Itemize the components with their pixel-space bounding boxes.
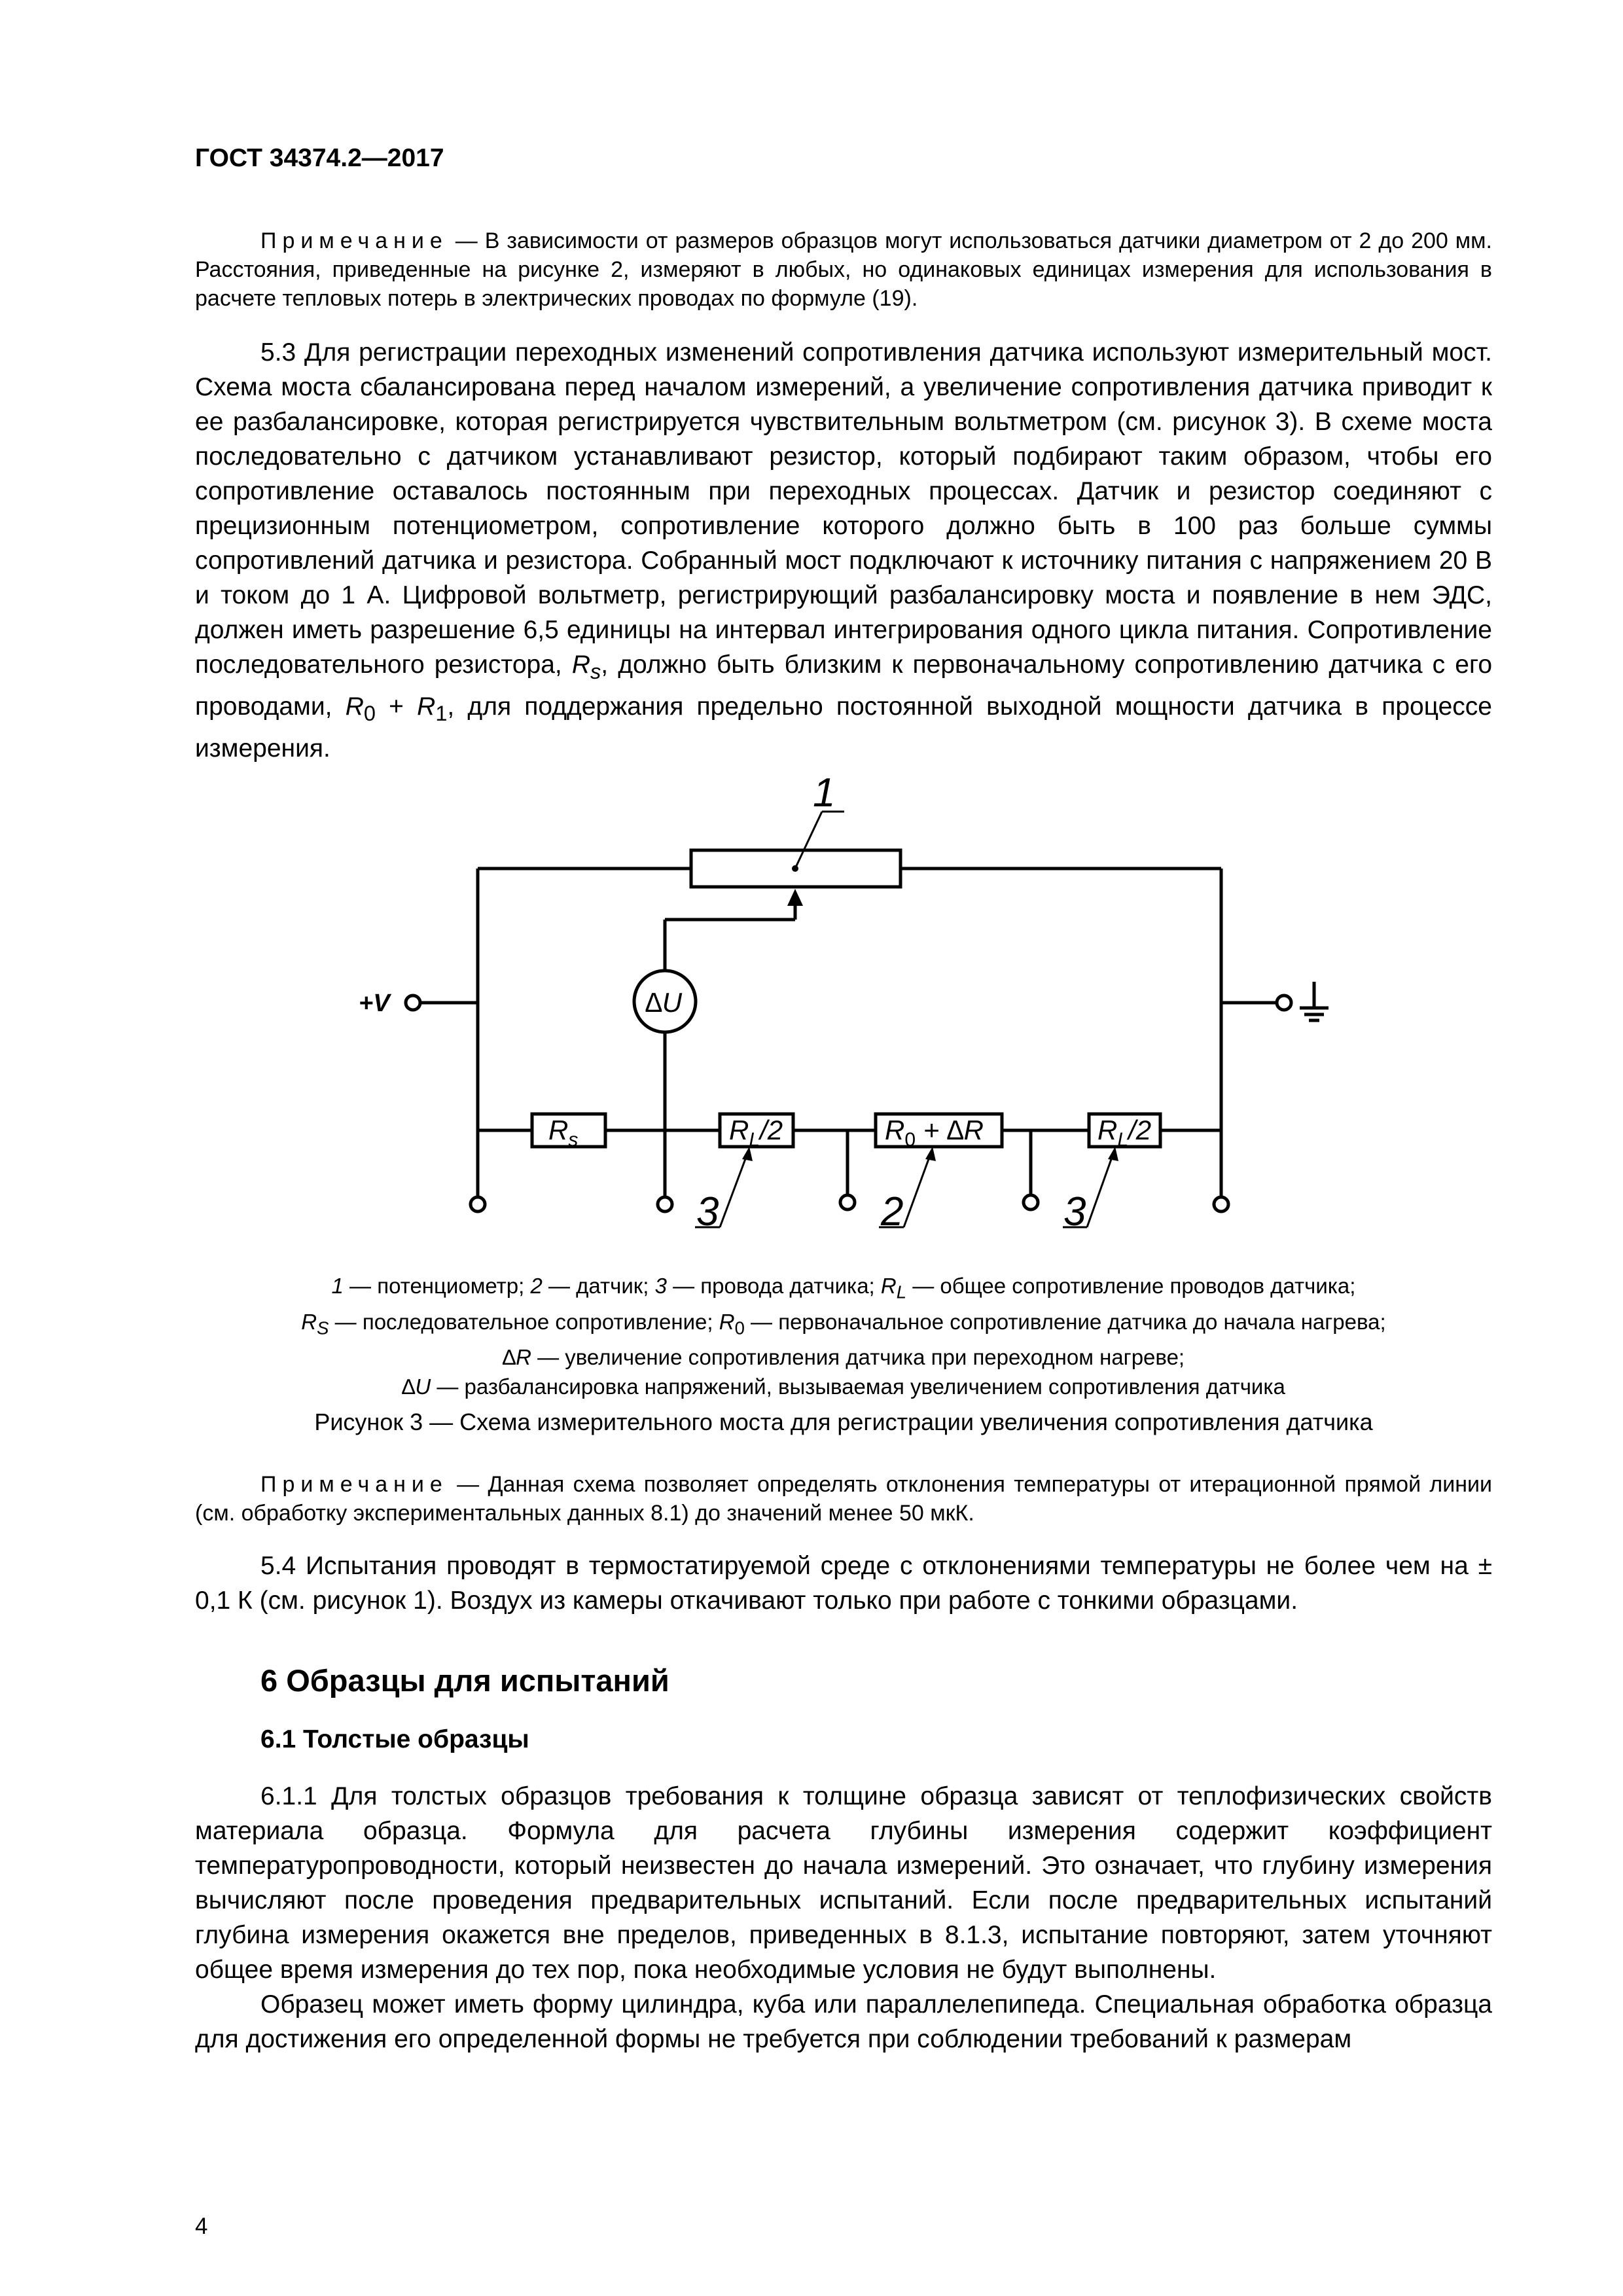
ground-icon bbox=[1300, 982, 1329, 1020]
paragraph-6-1-1 bbox=[195, 1779, 1492, 1987]
paragraph-6-1-1-cont bbox=[195, 1987, 1492, 2056]
label-potentiometer-1: 1 bbox=[813, 770, 836, 816]
para-5-4-text: 5.4 Испытания проводят в термостатируемой среде с отклонениями температуры не более чем на ± 0,1 К (см. рисунок 1). Воздух из камеры откачивают только при работе с тонкими образцами. bbox=[195, 1552, 1492, 1615]
rl2-left-label: $R_L/2$ bbox=[729, 1115, 783, 1151]
label-wires-3-left: 3 bbox=[696, 1189, 719, 1234]
label-wires-3-right: 3 bbox=[1063, 1189, 1086, 1234]
note-2-label: Примечание bbox=[260, 1472, 448, 1497]
paragraph-5-4 bbox=[195, 1549, 1492, 1618]
plus-sign: + bbox=[375, 692, 418, 721]
legend-line-2: $R_S$ — последовательное сопротивление; $R_0$ — первоначальное сопротивление датчика до начала нагрева; bbox=[301, 1309, 1386, 1338]
output-terminals bbox=[471, 1195, 1228, 1211]
figure-legend bbox=[195, 1271, 1492, 1401]
para-6-1-1-cont-text: Образец может иметь форму цилиндра, куба или параллелепипеда. Специальная обработка образца для достижения его определенной формы не требуется при соблюдении требований к размерам bbox=[195, 1990, 1492, 2053]
r0-delta-r-label: $R_0 + \Delta R$ bbox=[885, 1115, 984, 1151]
para-5-3-text-3: , для поддержания предельно постоянной выходной мощности датчика в процессе измерения. bbox=[195, 692, 1492, 762]
symbol-rs-sub: s bbox=[590, 659, 601, 683]
note-2 bbox=[195, 1470, 1492, 1528]
plus-v-label: +V bbox=[359, 990, 390, 1017]
section-6-heading: 6 Образцы для испытаний bbox=[260, 1663, 669, 1698]
standard-header: ГОСТ 34374.2—2017 bbox=[195, 144, 444, 172]
note-label: Примечание bbox=[260, 228, 448, 253]
symbol-r1: R bbox=[417, 692, 436, 721]
note-2-text: — Данная схема позволяет определять отклонения температуры от итерационной прямой линии (см. обработку экспериментальных данных 8.1) до значений менее 50 мкК. bbox=[195, 1472, 1492, 1526]
ground-terminal bbox=[1277, 996, 1291, 1010]
para-5-3-text-2: , должно быть близким к первоначальному сопротивлению датчика с его проводами, bbox=[195, 651, 1493, 721]
symbol-r1-sub: 1 bbox=[435, 701, 448, 725]
section-6-1-heading: 6.1 Толстые образцы bbox=[260, 1725, 529, 1753]
wiper-arrow-icon bbox=[787, 889, 803, 906]
page-number: 4 bbox=[195, 2214, 208, 2239]
legend-line-1: 1 — потенциометр; 2 — датчик; 3 — провода датчика; $R_L$ — общее сопротивление проводов датчика; bbox=[331, 1274, 1356, 1302]
symbol-r0: R bbox=[345, 692, 364, 721]
figure-caption: Рисунок 3 — Схема измерительного моста для регистрации увеличения сопротивления датчика bbox=[314, 1408, 1373, 1435]
legend-line-4: ∆U — разбалансировка напряжений, вызываемая увеличением сопротивления датчика bbox=[402, 1374, 1285, 1399]
symbol-r0-sub: 0 bbox=[363, 701, 376, 725]
legend-line-3: ∆R — увеличение сопротивления датчика при переходном нагреве; bbox=[502, 1345, 1185, 1370]
note-text: — В зависимости от размеров образцов могут использоваться датчики диаметром от 2 до 200 мм. Расстояния, приведенные на рисунке 2, измеряют в любых, но одинаковых единицах измерения для использования в расчете тепловых потерь в электрических проводах по формуле (19). bbox=[195, 228, 1492, 311]
symbol-rs: R bbox=[571, 651, 591, 679]
rl2-right-label: $R_L/2$ bbox=[1097, 1115, 1152, 1151]
rs-label: $R_s$ bbox=[548, 1115, 579, 1151]
para-6-1-1-text: 6.1.1 Для толстых образцов требования к толщине образца зависят от теплофизических свойств материала образца. Формула для расчета глубины измерения содержит коэффициент температуропроводности, который неизвестен до начала измерений. Это означает, что глубину измерения вычисляют после проведения предварительных испытаний. Если после предварительных испытаний глубина измерения окажется вне пределов, приведенных в 8.1.3, испытание повторяют, затем уточняют общее время измерения до тех пор, пока необходимые условия не будут выполнены. bbox=[195, 1782, 1492, 1984]
voltmeter-label: ∆U bbox=[645, 987, 683, 1018]
plus-v-terminal bbox=[406, 996, 420, 1010]
label-sensor-2: 2 bbox=[881, 1189, 904, 1234]
para-5-3-text: 5.3 Для регистрации переходных изменений сопротивления датчика используют измерительный мост. Схема моста сбалансирована перед началом измерений, а увеличение сопротивления датчика приводит к ее разбалансировке, которая регистрируется чувствительным вольтметром (см. рисунок 3). В схеме моста последовательно с датчиком устанавливают резистор, который подбирают таким образом, чтобы его сопротивление оставалось постоянным при переходных процессах. Датчик и резистор соединяют с прецизионным потенциометром, сопротивление которого должно быть в 100 раз больше суммы сопротивлений датчика и резистора. Собранный мост подключают к источнику питания с напряжением 20 В и током до 1 А. Цифровой вольтметр, регистрирующий разбалансировку моста и появление в нем ЭДС, должен иметь разрешение 6,5 единицы на интервал интегрирования одного цикла питания. Сопротивление последовательного резистора, bbox=[195, 338, 1492, 679]
